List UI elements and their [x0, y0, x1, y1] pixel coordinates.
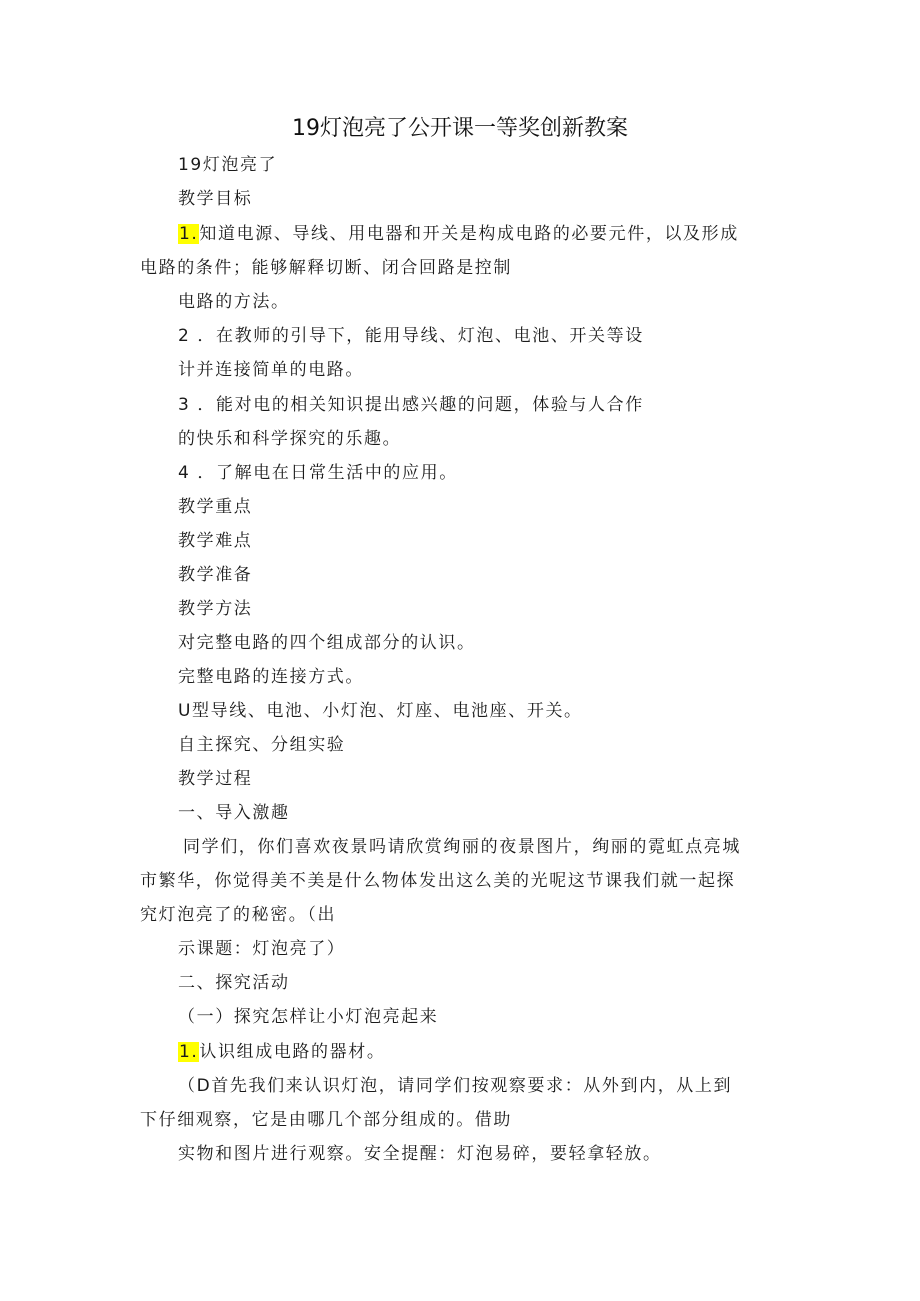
paragraph-line: 教学难点	[178, 531, 253, 551]
paragraph-line: 市繁华，你觉得美不美是什么物体发出这么美的光呢这节课我们就一起探	[140, 871, 736, 891]
paragraph-line: 实物和图片进行观察。安全提醒：灯泡易碎，要轻拿轻放。	[178, 1144, 662, 1164]
paragraph-line: U型导线、电池、小灯泡、灯座、电池座、开关。	[178, 701, 583, 721]
paragraph-line: 二、探究活动	[178, 973, 290, 993]
paragraph-line: 自主探究、分组实验	[178, 735, 346, 755]
paragraph-text: 知道电源、导线、用电器和开关是构成电路的必要元件，以及形成	[199, 224, 739, 244]
paragraph-line: 教学方法	[178, 599, 253, 619]
paragraph-line: （D首先我们来认识灯泡，请同学们按观察要求：从外到内，从上到	[178, 1076, 733, 1096]
paragraph-line: 究灯泡亮了的秘密。（出	[140, 905, 337, 925]
paragraph-line: 教学过程	[178, 769, 253, 789]
paragraph-line: 19灯泡亮了	[178, 155, 278, 175]
paragraph-line: 3 ．能对电的相关知识提出感兴趣的问题，体验与人合作	[178, 395, 644, 415]
paragraph-line: 4 ．了解电在日常生活中的应用。	[178, 463, 458, 483]
document-title: 19灯泡亮了公开课一等奖创新教案	[292, 116, 628, 141]
paragraph-line: 示课题：灯泡亮了）	[178, 939, 346, 959]
highlighted-number: 1.	[179, 1042, 199, 1062]
paragraph-line: 同学们，你们喜欢夜景吗请欣赏绚丽的夜景图片，绚丽的霓虹点亮城	[183, 837, 741, 857]
paragraph-line: 完整电路的连接方式。	[178, 667, 364, 687]
paragraph-line: 教学准备	[178, 565, 253, 585]
paragraph-line	[178, 222, 739, 246]
paragraph-line: 计并连接简单的电路。	[178, 360, 364, 380]
highlighted-number: 1.	[179, 224, 199, 244]
paragraph-line: 电路的条件；能够解释切断、闭合回路是控制	[140, 258, 512, 278]
paragraph-text: 认识组成电路的器材。	[199, 1042, 386, 1062]
paragraph-line: 教学目标	[178, 189, 253, 209]
paragraph-line: 对完整电路的四个组成部分的认识。	[178, 633, 476, 653]
paragraph-line	[178, 1040, 385, 1064]
paragraph-line: 电路的方法。	[178, 292, 290, 312]
paragraph-line: 一、导入激趣	[178, 803, 290, 823]
paragraph-line: 2 ．在教师的引导下，能用导线、灯泡、电池、开关等设	[178, 326, 644, 346]
paragraph-line: 教学重点	[178, 497, 253, 517]
paragraph-line: 的快乐和科学探究的乐趣。	[178, 429, 402, 449]
paragraph-line: 下仔细观察，它是由哪几个部分组成的。借助	[140, 1110, 512, 1130]
paragraph-line: （一）探究怎样让小灯泡亮起来	[178, 1007, 439, 1027]
